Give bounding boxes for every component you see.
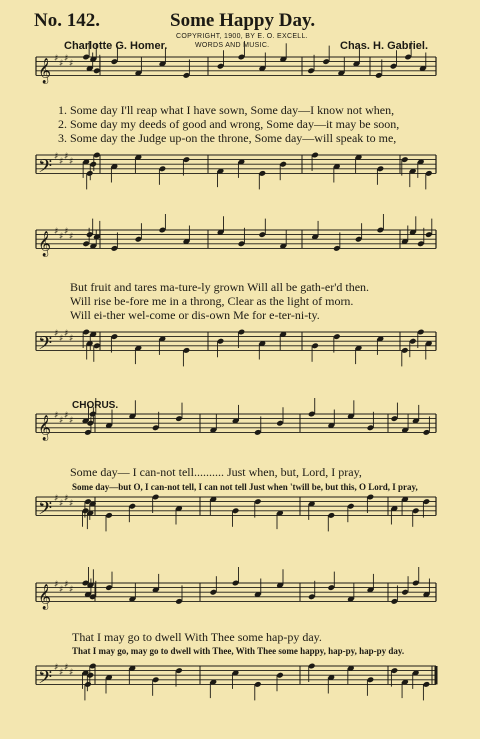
sharp-icon: ♯ (54, 411, 59, 421)
sharp-icon: ♯ (54, 227, 59, 237)
chorus-line-1: Some day— I can-not tell.......... Just when, but, Lord, I pray, (70, 465, 362, 479)
sharp-icon: ♯ (54, 152, 59, 162)
sharp-icon: ♯ (64, 580, 69, 590)
chorus-line-2-bass: That I may go, may go to dwell with Thee, With Thee some happy, hap-py, hap-py day. (72, 646, 405, 656)
verse-1-line-1: 1. Some day I'll reap what I have sown, Some day—I know not when, (58, 103, 395, 117)
sharp-icon: ♯ (54, 54, 59, 64)
treble-clef-icon: 𝄞 (38, 231, 52, 257)
sharp-icon: ♯ (69, 334, 74, 344)
sharp-icon: ♯ (59, 668, 64, 678)
sharp-icon: ♯ (69, 499, 74, 509)
sharp-icon: ♯ (59, 157, 64, 167)
verse-3-line-2: Will ei-ther wel-come or dis-own Me for e-ter-ni-ty. (70, 308, 320, 322)
sharp-icon: ♯ (69, 157, 74, 167)
sharp-icon: ♯ (64, 411, 69, 421)
bass-clef-icon: 𝄢 (38, 667, 53, 693)
sharp-icon: ♯ (54, 580, 59, 590)
chorus-label: CHORUS. (72, 400, 119, 411)
sharp-icon: ♯ (59, 334, 64, 344)
sharp-icon: ♯ (54, 329, 59, 339)
copyright-subnote: WORDS AND MUSIC. (195, 42, 270, 49)
sharp-icon: ♯ (59, 232, 64, 242)
sharp-icon: ♯ (54, 663, 59, 673)
sharp-icon: ♯ (64, 494, 69, 504)
treble-clef-icon: 𝄞 (38, 58, 52, 84)
sharp-icon: ♯ (59, 416, 64, 426)
composer-credit: Chas. H. Gabriel. (340, 40, 429, 52)
hymn-title: Some Happy Day. (170, 10, 316, 31)
bass-clef-icon: 𝄢 (38, 498, 53, 524)
sharp-icon: ♯ (69, 59, 74, 69)
sharp-icon: ♯ (69, 585, 74, 595)
sharp-icon: ♯ (64, 329, 69, 339)
copyright-notice: COPYRIGHT, 1900, BY E. O. EXCELL. (176, 33, 308, 40)
verse-2-line-1: 2. Some day my deeds of good and wrong, Some day—it may be soon, (58, 117, 400, 131)
treble-clef-icon: 𝄞 (38, 415, 52, 441)
bass-clef-icon: 𝄢 (38, 156, 53, 182)
final-barline-thick (435, 666, 438, 684)
sharp-icon: ♯ (64, 227, 69, 237)
lyricist-credit: Charlotte G. Homer. (64, 40, 168, 52)
bass-clef-icon: 𝄢 (38, 333, 53, 359)
sharp-icon: ♯ (69, 416, 74, 426)
sharp-icon: ♯ (64, 54, 69, 64)
verse-2-line-2: Will rise be-fore me in a throng, Clear as the light of morn. (70, 294, 354, 308)
sharp-icon: ♯ (69, 232, 74, 242)
verse-1-line-2: But fruit and tares ma-ture-ly grown Will all be gath-er'd then. (70, 280, 370, 294)
treble-clef-icon: 𝄞 (38, 584, 52, 610)
sharp-icon: ♯ (69, 668, 74, 678)
chorus-line-1-bass: Some day—but O, I can-not tell, I can not tell Just when 'twill be, but this, O Lord, I pray, (72, 482, 418, 492)
hymn-number: No. 142. (34, 10, 100, 31)
sharp-icon: ♯ (59, 59, 64, 69)
sharp-icon: ♯ (59, 499, 64, 509)
verse-3-line-1: 3. Some day the Judge up-on the throne, Some day—will speak to me, (58, 131, 397, 145)
sharp-icon: ♯ (64, 152, 69, 162)
sharp-icon: ♯ (54, 494, 59, 504)
chorus-line-2: That I may go to dwell With Thee some hap-py day. (72, 630, 322, 644)
sharp-icon: ♯ (64, 663, 69, 673)
sharp-icon: ♯ (59, 585, 64, 595)
